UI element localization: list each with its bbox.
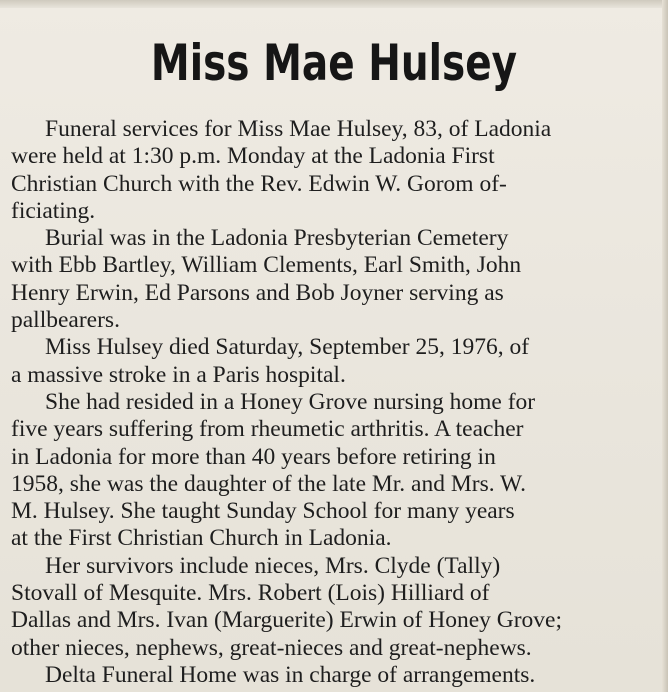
- text-line: Her survivors include nieces, Mrs. Clyde (Tally): [45, 552, 501, 579]
- text-line: ficiating.: [11, 197, 96, 224]
- text-line: at the First Christian Church in Ladonia.: [11, 525, 392, 552]
- paper-top-edge: [0, 0, 668, 8]
- text-line: Christian Church with the Rev. Edwin W. Gorom of-: [11, 170, 507, 197]
- text-line: other nieces, nephews, great-nieces and great-nephews.: [11, 634, 532, 661]
- text-line: five years suffering from rheumetic arthritis. A teacher: [11, 416, 524, 443]
- text-line: Miss Hulsey died Saturday, September 25, 1976, of: [45, 334, 530, 361]
- text-line: Stovall of Mesquite. Mrs. Robert (Lois) Hilliard of: [11, 580, 490, 607]
- text-line: were held at 1:30 p.m. Monday at the Ladonia First: [11, 143, 495, 170]
- text-line: She had resided in a Honey Grove nursing home for: [45, 388, 536, 415]
- obituary-headline: Miss Mae Hulsey: [150, 34, 518, 92]
- text-line: M. Hulsey. She taught Sunday School for many years: [11, 498, 515, 525]
- text-line: in Ladonia for more than 40 years before retiring in: [11, 443, 496, 470]
- text-line: a massive stroke in a Paris hospital.: [11, 361, 346, 388]
- text-line: pallbearers.: [11, 307, 120, 334]
- text-line: with Ebb Bartley, William Clements, Earl Smith, John: [11, 252, 522, 279]
- paper-right-edge: [662, 0, 668, 692]
- text-line: Burial was in the Ladonia Presbyterian Cemetery: [45, 225, 509, 252]
- text-line: Henry Erwin, Ed Parsons and Bob Joyner serving as: [11, 279, 504, 306]
- obituary-body: [11, 116, 651, 689]
- text-line: Delta Funeral Home was in charge of arrangements.: [45, 661, 536, 688]
- text-line: 1958, she was the daughter of the late Mr. and Mrs. W.: [11, 470, 526, 497]
- text-line: Funeral services for Miss Mae Hulsey, 83, of Ladonia: [45, 116, 552, 142]
- text-line: Dallas and Mrs. Ivan (Marguerite) Erwin of Honey Grove;: [11, 607, 562, 634]
